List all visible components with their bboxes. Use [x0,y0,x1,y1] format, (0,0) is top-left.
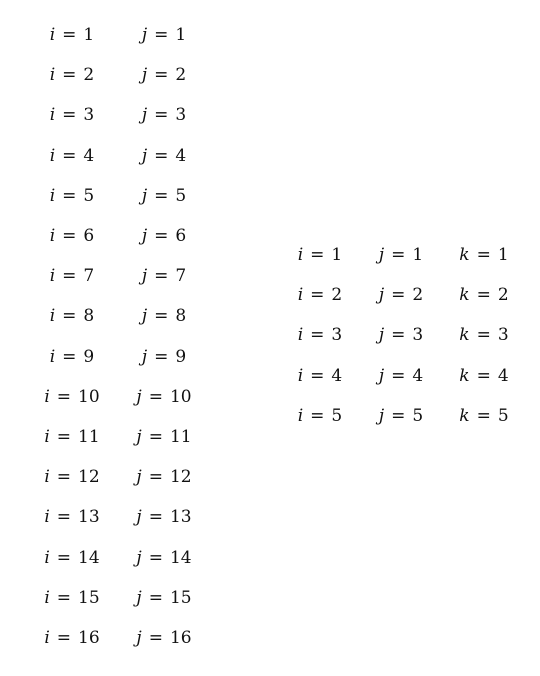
right-cell-k-1 [444,243,524,267]
variable-value: 12 [78,467,100,488]
variable-name: j [141,306,148,327]
variable-value: 4 [175,145,187,166]
variable-name: j [136,386,142,407]
variable-name: i [297,285,304,306]
variable-value: 9 [83,346,95,367]
variable-name: i [297,325,304,346]
variable-name: j [378,405,385,426]
variable-value: 1 [83,25,95,45]
left-cell-i-2 [32,63,112,87]
left-cell-j-12 [124,465,204,489]
equals-sign: = [310,325,325,346]
variable-value: 3 [175,105,187,126]
equals-sign: = [391,325,406,346]
left-cell-j-5 [124,184,204,208]
left-cell-i-14 [32,546,112,570]
left-cell-j-10 [124,385,204,409]
equals-sign: = [154,306,169,327]
variable-value: 1 [412,245,424,265]
right-cell-k-5 [444,404,524,428]
equals-sign: = [148,427,163,447]
variable-name: k [459,245,470,265]
variable-value: 4 [83,145,95,166]
left-cell-j-15 [124,586,204,610]
equals-sign: = [62,145,77,166]
variable-name: j [141,226,148,246]
variable-value: 10 [78,386,100,407]
variable-value: 3 [83,105,95,126]
equals-sign: = [62,185,77,206]
left-cell-i-4 [32,144,112,168]
variable-value: 2 [497,285,509,306]
variable-name: j [136,628,142,648]
variable-value: 5 [412,405,424,426]
left-cell-j-1 [124,23,204,47]
variable-value: 7 [175,266,187,287]
left-cell-j-16 [124,626,204,650]
left-cell-i-3 [32,103,112,127]
variable-name: j [378,325,385,346]
equals-sign: = [154,266,169,287]
variable-name: i [44,467,50,488]
variable-name: i [49,226,56,246]
right-cell-j-5 [361,404,441,428]
right-cell-i-1 [280,243,360,267]
variable-name: i [49,105,56,126]
equals-sign: = [154,105,169,126]
equals-sign: = [148,628,163,648]
equals-sign: = [56,386,72,407]
variable-value: 8 [175,306,187,327]
variable-name: j [136,427,142,447]
equals-sign: = [391,285,406,306]
variable-name: j [136,467,142,488]
equals-sign: = [62,266,77,287]
left-cell-j-2 [124,63,204,87]
variable-name: j [141,346,148,367]
left-cell-j-3 [124,103,204,127]
variable-value: 14 [78,547,100,568]
variable-name: i [297,365,304,386]
right-cell-k-3 [444,323,524,347]
left-cell-i-11 [32,425,112,449]
equals-sign: = [154,145,169,166]
left-cell-i-8 [32,304,112,328]
variable-name: j [141,266,148,287]
equals-sign: = [476,325,491,346]
left-cell-j-7 [124,264,204,288]
equals-sign: = [476,365,491,386]
right-cell-j-3 [361,323,441,347]
variable-name: k [459,285,470,306]
variable-name: i [297,245,304,265]
variable-name: i [44,386,50,407]
right-cell-j-2 [361,283,441,307]
left-cell-i-6 [32,224,112,248]
right-cell-j-1 [361,243,441,267]
variable-value: 8 [83,306,95,327]
equals-sign: = [154,346,169,367]
variable-value: 4 [497,365,509,386]
variable-value: 7 [83,266,95,287]
left-cell-i-5 [32,184,112,208]
variable-name: j [141,145,148,166]
variable-name: i [297,405,304,426]
equals-sign: = [56,427,72,447]
variable-name: i [49,185,56,206]
equals-sign: = [310,365,325,386]
variable-value: 5 [83,185,95,206]
variable-value: 6 [175,226,187,246]
right-cell-j-4 [361,364,441,388]
variable-value: 2 [175,65,187,86]
equals-sign: = [391,405,406,426]
equals-sign: = [476,245,491,265]
variable-value: 1 [331,245,343,265]
equals-sign: = [148,547,163,568]
left-cell-i-16 [32,626,112,650]
variable-name: j [141,25,148,45]
left-cell-i-1 [32,23,112,47]
equals-sign: = [148,587,163,608]
variable-value: 9 [175,346,187,367]
left-cell-j-13 [124,505,204,529]
variable-name: j [136,547,142,568]
left-cell-j-8 [124,304,204,328]
right-cell-i-5 [280,404,360,428]
equals-sign: = [56,628,72,648]
variable-name: i [49,145,56,166]
left-cell-i-13 [32,505,112,529]
equals-sign: = [62,346,77,367]
equals-sign: = [56,467,72,488]
variable-value: 2 [412,285,424,306]
variable-name: i [44,427,50,447]
variable-name: i [49,25,56,45]
left-cell-j-9 [124,345,204,369]
variable-name: i [44,628,50,648]
variable-value: 12 [169,467,192,488]
variable-value: 1 [497,245,509,265]
variable-name: j [141,105,148,126]
variable-value: 11 [169,427,192,447]
equals-sign: = [148,467,163,488]
variable-value: 5 [331,405,343,426]
equals-sign: = [310,245,325,265]
variable-value: 14 [169,547,192,568]
equals-sign: = [62,226,77,246]
variable-value: 3 [412,325,424,346]
variable-name: i [44,507,50,528]
variable-value: 16 [78,628,100,648]
left-cell-i-9 [32,345,112,369]
variable-name: i [49,346,56,367]
variable-value: 2 [331,285,343,306]
left-cell-j-6 [124,224,204,248]
variable-value: 5 [175,185,187,206]
left-cell-i-15 [32,586,112,610]
left-cell-j-4 [124,144,204,168]
variable-value: 4 [412,365,424,386]
variable-name: i [44,547,50,568]
equals-sign: = [154,185,169,206]
variable-name: j [136,587,142,608]
right-cell-i-2 [280,283,360,307]
variable-value: 2 [83,65,95,86]
variable-name: j [141,185,148,206]
variable-value: 4 [331,365,343,386]
left-cell-i-10 [32,385,112,409]
variable-value: 6 [83,226,95,246]
variable-value: 5 [497,405,509,426]
variable-name: j [136,507,142,528]
variable-name: i [49,65,56,86]
variable-name: j [378,285,385,306]
left-cell-j-14 [124,546,204,570]
variable-name: i [44,587,50,608]
variable-value: 13 [169,507,192,528]
equals-sign: = [154,226,169,246]
left-cell-i-7 [32,264,112,288]
right-cell-i-3 [280,323,360,347]
variable-value: 15 [169,587,192,608]
equals-sign: = [476,285,491,306]
equals-sign: = [391,365,406,386]
equals-sign: = [154,65,169,86]
equals-sign: = [310,285,325,306]
left-cell-j-11 [124,425,204,449]
equals-sign: = [62,65,77,86]
equals-sign: = [62,25,77,45]
variable-value: 16 [169,628,192,648]
equals-sign: = [391,245,406,265]
equals-sign: = [56,587,72,608]
variable-name: j [378,365,385,386]
variable-value: 10 [169,386,192,407]
variable-value: 11 [78,427,100,447]
equals-sign: = [56,507,72,528]
variable-name: i [49,306,56,327]
variable-value: 13 [78,507,100,528]
variable-name: j [378,245,385,265]
variable-name: k [459,405,470,426]
variable-name: k [459,325,470,346]
equals-sign: = [62,105,77,126]
variable-value: 1 [175,25,187,45]
variable-name: j [141,65,148,86]
variable-value: 15 [78,587,100,608]
equals-sign: = [148,386,163,407]
right-cell-k-4 [444,364,524,388]
equals-sign: = [62,306,77,327]
equals-sign: = [56,547,72,568]
right-cell-k-2 [444,283,524,307]
variable-name: k [459,365,470,386]
equals-sign: = [154,25,169,45]
equals-sign: = [310,405,325,426]
right-cell-i-4 [280,364,360,388]
equals-sign: = [148,507,163,528]
variable-value: 3 [497,325,509,346]
left-cell-i-12 [32,465,112,489]
variable-value: 3 [331,325,343,346]
variable-name: i [49,266,56,287]
equals-sign: = [476,405,491,426]
